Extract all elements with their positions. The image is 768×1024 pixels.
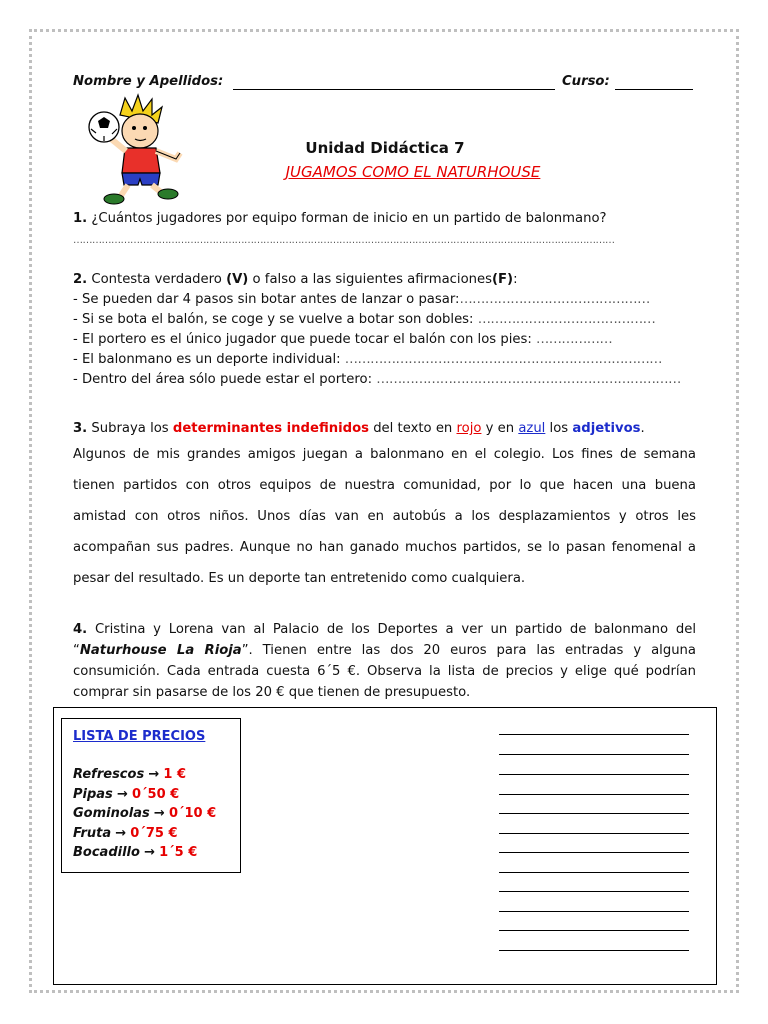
course-field[interactable]	[615, 89, 693, 90]
question-4: 4. Cristina y Lorena van al Palacio de los Deportes a ver un partido de balonmano del “Naturhouse La Rioja”. Tienen entre las dos 20 euros para las entradas y alguna consumición. Cada entrada cuesta 6´5 €. Observa la lista de precios y elige qué podrían comprar sin pasarse de los 20 € que tienen de presupuesto.	[73, 622, 696, 700]
q2-intro-b: o falso a las siguientes afirmaciones	[252, 272, 492, 287]
q3-number: 3.	[73, 421, 88, 436]
question-1	[73, 209, 696, 229]
name-field[interactable]	[233, 89, 555, 90]
q2-answer-dots[interactable]: ………………………………………………………………	[376, 372, 681, 387]
price-list	[73, 765, 216, 863]
q2-false-marker: (F)	[491, 272, 514, 287]
q1-answer-line[interactable]: ………………………………………………………………………………………………………………………………………………………	[73, 235, 615, 246]
price-value: 1 €	[163, 767, 186, 782]
q1-text: ¿Cuántos jugadores por equipo forman de inicio en un partido de balonmano?	[91, 211, 607, 226]
price-item: Refrescos → 1 €	[73, 767, 186, 782]
price-item: Pipas → 0´50 €	[73, 786, 180, 802]
q3-indefinite-determiners: determinantes indefinidos	[172, 421, 369, 436]
q2-item: - Si se bota el balón, se coge y se vuelve a botar son dobles: ……………………………………	[73, 312, 656, 327]
answer-writing-line[interactable]	[499, 774, 689, 775]
name-label: Nombre y Apellidos:	[73, 74, 224, 89]
answer-writing-line[interactable]	[499, 734, 689, 735]
q2-intro-a: Contesta verdadero	[91, 272, 222, 287]
q2-item: - El portero es el único jugador que puede tocar el balón con los pies: ………………	[73, 332, 613, 347]
arrow-icon: →	[115, 825, 127, 841]
course-label: Curso:	[562, 74, 610, 89]
worksheet-subtitle: JUGAMOS COMO EL NATURHOUSE	[285, 163, 541, 181]
q3-blue-word: azul	[518, 421, 546, 436]
answer-writing-line[interactable]	[499, 754, 689, 755]
q2-answer-dots[interactable]: ……………………………………	[477, 312, 656, 327]
price-item: Gominolas → 0´10 €	[73, 806, 217, 821]
q2-number: 2.	[73, 272, 88, 287]
price-item: Fruta → 0´75 €	[73, 825, 178, 841]
answer-writing-line[interactable]	[499, 911, 689, 912]
q4-number: 4.	[73, 622, 88, 637]
answer-writing-line[interactable]	[499, 891, 689, 892]
arrow-icon: →	[144, 845, 155, 860]
q2-answer-dots[interactable]: ………………	[536, 332, 613, 347]
price-item: Bocadillo → 1´5 €	[73, 845, 198, 860]
arrow-icon: →	[148, 767, 160, 782]
q2-item: - Se pueden dar 4 pasos sin botar antes de lanzar o pasar:………………………………………	[73, 292, 650, 307]
answer-writing-line[interactable]	[499, 930, 689, 931]
price-value: 0´10 €	[168, 806, 217, 821]
answer-writing-line[interactable]	[499, 833, 689, 834]
q3-red-word: rojo	[456, 421, 482, 436]
q2-list	[73, 290, 696, 390]
arrow-icon: →	[116, 786, 128, 802]
q2-answer-dots[interactable]: …………………………………………………………………	[344, 352, 662, 367]
question-3: 3. Subraya los determinantes indefinidos del texto en rojo y en azul los adjetivos.	[73, 421, 645, 436]
price-list-title: LISTA DE PRECIOS	[73, 729, 206, 744]
price-value: 0´75 €	[130, 825, 178, 841]
price-value: 1´5 €	[159, 845, 198, 860]
answer-writing-line[interactable]	[499, 852, 689, 853]
boy-holding-handball-icon	[80, 93, 190, 205]
answer-writing-line[interactable]	[499, 794, 689, 795]
q1-number: 1.	[73, 211, 88, 226]
q2-item: - El balonmano es un deporte individual: …………………………………………………………………	[73, 352, 662, 367]
q2-true-marker: (V)	[226, 272, 249, 287]
arrow-icon: →	[153, 806, 165, 821]
answer-writing-line[interactable]	[499, 872, 689, 873]
price-value: 0´50 €	[132, 786, 180, 802]
answer-writing-line[interactable]	[499, 813, 689, 814]
answer-writing-line[interactable]	[499, 950, 689, 951]
unit-title: Unidad Didáctica 7	[305, 139, 465, 157]
question-2	[73, 270, 696, 290]
q2-item: - Dentro del área sólo puede estar el portero: ………………………………………………………………	[73, 372, 681, 387]
q3-paragraph: Algunos de mis grandes amigos juegan a balonmano en el colegio. Los fines de semana tienen partidos con otros equipos de nuestra comunidad, por lo que hacen una buena amistad con otros niños. Unos días van en autobús a los desplazamientos y otros les acompañan sus padres. Aunque no han ganado muchos partidos, se lo pasan fenomenal a pesar del resultado. Es un deporte tan entretenido como cualquiera.	[73, 447, 696, 586]
q2-answer-dots[interactable]: ………………………………………	[459, 292, 650, 307]
q3-adjectives: adjetivos	[572, 421, 641, 436]
q4-team-name: Naturhouse La Rioja	[79, 643, 242, 658]
q2-intro-c: :	[513, 272, 518, 287]
